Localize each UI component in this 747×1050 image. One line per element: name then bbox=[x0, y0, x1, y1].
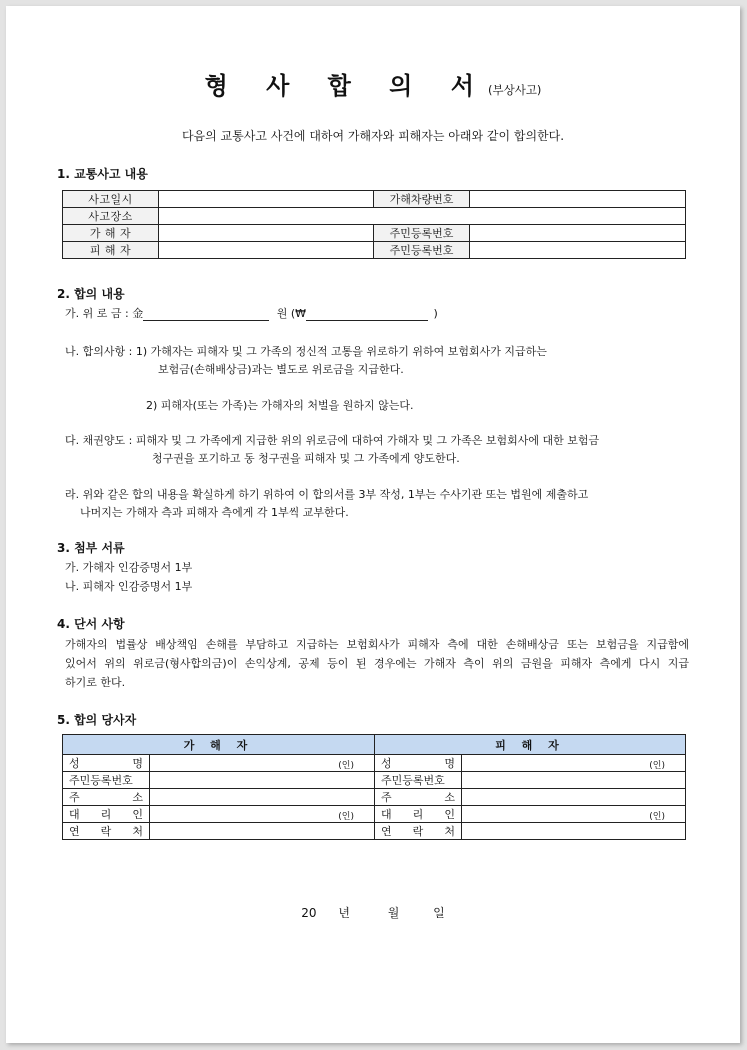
label-rrn: 주민등록번호 bbox=[63, 772, 150, 789]
seal-mark: (인) bbox=[649, 760, 665, 771]
table-row bbox=[63, 772, 686, 789]
label-rrn: 주민등록번호 bbox=[375, 772, 462, 789]
document-title-block bbox=[6, 66, 740, 101]
seal-mark: (인) bbox=[338, 760, 354, 771]
offender-name-field[interactable] bbox=[150, 755, 375, 772]
victim-rrn-field[interactable] bbox=[462, 772, 686, 789]
label-victim-rrn: 주민등록번호 bbox=[374, 242, 470, 259]
year-prefix: 20 bbox=[301, 906, 317, 920]
section3-heading: 3. 첨부 서류 bbox=[57, 541, 125, 555]
agreement-item1: 1) 가해자는 피해자 및 그 가족의 정신적 고통을 위로하기 위하여 보험회사가 지급하는 bbox=[135, 345, 547, 358]
label-offender: 가 해 자 bbox=[63, 225, 159, 242]
copies-line1: 라. 위와 같은 합의 내용을 확실하게 하기 위하여 이 합의서를 3부 작성, 1부는 수사기관 또는 법원에 제출하고 bbox=[65, 488, 589, 501]
label-victim: 피 해 자 bbox=[63, 242, 159, 259]
claim-transfer-line2: 청구권을 포기하고 동 청구권을 피해자 및 그 가족에게 양도한다. bbox=[152, 452, 460, 465]
attachment-item: 나. 피해자 인감증명서 1부 bbox=[65, 580, 193, 593]
attachment-item: 가. 가해자 인감증명서 1부 bbox=[65, 561, 193, 574]
offender-contact-field[interactable] bbox=[150, 823, 375, 840]
offender-rrn-field[interactable] bbox=[150, 772, 375, 789]
victim-name-field[interactable] bbox=[462, 755, 686, 772]
accident-datetime-field[interactable] bbox=[159, 191, 374, 208]
proviso-line1: 가해자의 법률상 배상책임 손해를 부담하고 지급하는 보험회사가 피해자 측에 대한 손해배상금 또는 보험금을 지급함에 bbox=[65, 638, 689, 651]
table-row bbox=[63, 806, 686, 823]
amount-hangul-field[interactable] bbox=[143, 308, 269, 321]
victim-contact-field[interactable] bbox=[462, 823, 686, 840]
label-offender-rrn: 주민등록번호 bbox=[374, 225, 470, 242]
signature-date bbox=[6, 904, 740, 921]
offender-address-field[interactable] bbox=[150, 789, 375, 806]
section5-heading: 5. 합의 당사자 bbox=[57, 713, 137, 727]
document-page bbox=[6, 6, 740, 1043]
label-agent: 대 리 인 bbox=[63, 806, 150, 823]
label-accident-location: 사고장소 bbox=[63, 208, 159, 225]
consolation-amount-line bbox=[65, 305, 438, 321]
label-address: 주 소 bbox=[375, 789, 462, 806]
victim-field[interactable] bbox=[159, 242, 374, 259]
seal-mark: (인) bbox=[338, 811, 354, 822]
year-label: 년 bbox=[338, 906, 350, 920]
close-paren: ) bbox=[433, 307, 438, 320]
victim-header: 피 해 자 bbox=[375, 735, 686, 755]
agreement-item1-cont: 보험금(손해배상금)과는 별도로 위로금을 지급한다. bbox=[158, 363, 404, 376]
label-agent: 대 리 인 bbox=[375, 806, 462, 823]
label-name: 성 명 bbox=[63, 755, 150, 772]
accident-info-table bbox=[62, 190, 686, 259]
copies-line2: 나머지는 가해자 측과 피해자 측에게 각 1부씩 교부한다. bbox=[80, 506, 349, 519]
intro-text: 다음의 교통사고 사건에 대하여 가해자와 피해자는 아래와 같이 합의한다. bbox=[181, 129, 565, 143]
consolation-label: 가. 위 로 금 : 金 bbox=[65, 307, 144, 320]
day-label: 일 bbox=[433, 906, 445, 920]
agreement-terms-label: 나. 합의사항 : bbox=[65, 345, 136, 358]
parties-header-row bbox=[63, 735, 686, 755]
won-label: 원 (₩ bbox=[276, 307, 306, 320]
offender-rrn-field[interactable] bbox=[470, 225, 686, 242]
month-label: 월 bbox=[387, 906, 400, 920]
label-vehicle-number: 가해차량번호 bbox=[374, 191, 470, 208]
agreement-terms-line1 bbox=[65, 343, 547, 359]
section2-heading: 2. 합의 내용 bbox=[57, 287, 125, 301]
section1-heading: 1. 교통사고 내용 bbox=[57, 167, 148, 181]
label-contact: 연 락 처 bbox=[63, 823, 150, 840]
claim-transfer-line1: 다. 채권양도 : 피해자 및 그 가족에게 지급한 위의 위로금에 대하여 가해자 및 그 가족은 보험회사에 대한 보험금 bbox=[65, 434, 600, 447]
parties-table bbox=[62, 734, 686, 840]
table-row bbox=[63, 191, 686, 208]
offender-agent-field[interactable] bbox=[150, 806, 375, 823]
table-row bbox=[63, 242, 686, 259]
section4-heading: 4. 단서 사항 bbox=[57, 617, 125, 631]
table-row bbox=[63, 755, 686, 772]
vehicle-number-field[interactable] bbox=[470, 191, 686, 208]
proviso-line3: 하기로 한다. bbox=[65, 676, 126, 689]
offender-field[interactable] bbox=[159, 225, 374, 242]
accident-location-field[interactable] bbox=[159, 208, 686, 225]
table-row bbox=[63, 225, 686, 242]
offender-header: 가 해 자 bbox=[63, 735, 375, 755]
amount-number-field[interactable] bbox=[306, 308, 428, 321]
victim-address-field[interactable] bbox=[462, 789, 686, 806]
agreement-item2: 2) 피해자(또는 가족)는 가해자의 처벌을 원하지 않는다. bbox=[146, 399, 414, 412]
label-name: 성 명 bbox=[375, 755, 462, 772]
label-accident-datetime: 사고일시 bbox=[63, 191, 159, 208]
document-title: 형 사 합 의 서 bbox=[204, 72, 489, 100]
seal-mark: (인) bbox=[649, 811, 665, 822]
victim-agent-field[interactable] bbox=[462, 806, 686, 823]
victim-rrn-field[interactable] bbox=[470, 242, 686, 259]
document-subtitle: (부상사고) bbox=[488, 83, 542, 97]
proviso-line2: 있어서 위의 위로금(형사합의금)이 손익상계, 공제 등이 된 경우에는 가해자 측이 위의 금원을 피해자 측에게 다시 지급 bbox=[65, 657, 689, 670]
table-row bbox=[63, 208, 686, 225]
table-row bbox=[63, 789, 686, 806]
label-address: 주 소 bbox=[63, 789, 150, 806]
table-row bbox=[63, 823, 686, 840]
label-contact: 연 락 처 bbox=[375, 823, 462, 840]
